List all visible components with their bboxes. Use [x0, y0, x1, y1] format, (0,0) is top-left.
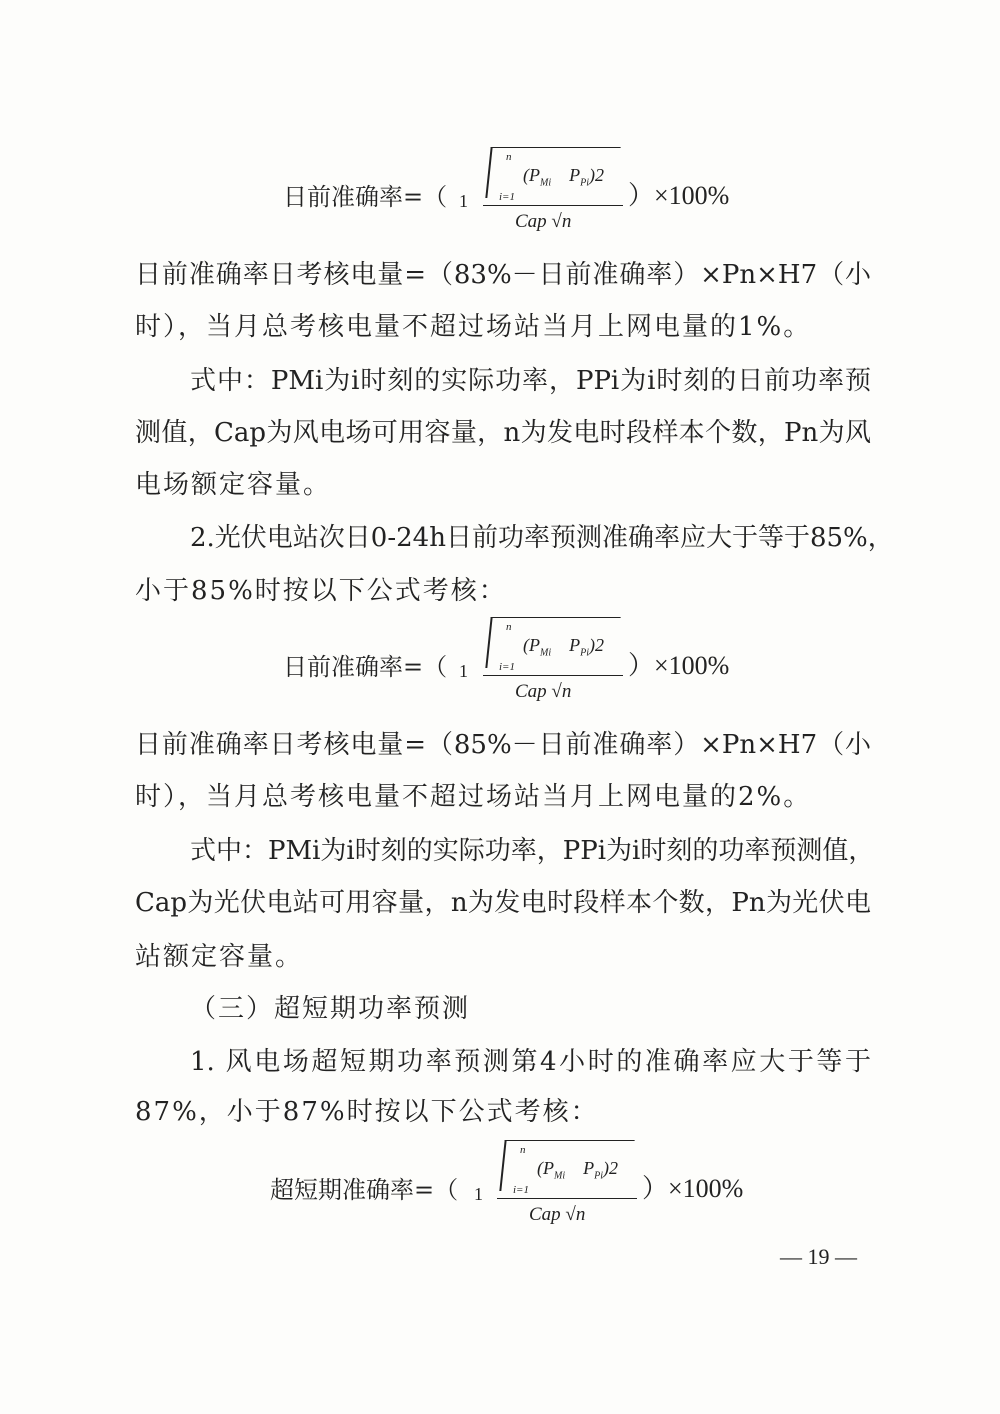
sum-lower: i=1 [513, 1184, 529, 1196]
formula-tail: ）×100% [628, 651, 730, 680]
paragraph-line: 小于85%时按以下公式考核： [135, 576, 507, 606]
sum-upper: n [520, 1144, 526, 1156]
n4: Pi [580, 177, 589, 189]
formula-label: 日前准确率=（ [283, 183, 448, 211]
n5: )2 [589, 635, 604, 655]
formula-label: 超短期准确率=（ [270, 1176, 459, 1204]
fraction-bar [497, 1198, 637, 1199]
n4: Pi [580, 647, 589, 659]
fraction-bar [483, 205, 623, 206]
n1: (P [523, 165, 540, 185]
paragraph-line: 站额定容量。 [135, 942, 304, 972]
paragraph-line: 2.光伏电站次日0-24h日前功率预测准确率应大于等于85%， [190, 523, 894, 553]
formula-day-ahead-wind [283, 151, 743, 255]
n3: P [583, 1158, 595, 1178]
paragraph-line: 电场额定容量。 [135, 470, 332, 500]
denominator: Cap √n [515, 681, 572, 702]
paragraph-line: Cap为光伏电站可用容量，n为发电时段样本个数，Pn为光伏电 [135, 888, 871, 918]
n5: )2 [589, 165, 604, 185]
n5: )2 [603, 1158, 618, 1178]
n1: (P [537, 1158, 554, 1178]
sum-lower: i=1 [499, 661, 515, 673]
n1: (P [523, 635, 540, 655]
paragraph-line: 1. 风电场超短期功率预测第4小时的准确率应大于等于 [190, 1047, 871, 1077]
denominator: Cap √n [515, 211, 572, 232]
fraction-bar [483, 675, 623, 676]
formula-one: 1 [459, 191, 468, 211]
formula-tail: ）×100% [628, 181, 730, 210]
n2: Mi [540, 647, 552, 659]
section-heading: （三）超短期功率预测 [190, 994, 471, 1024]
page-number: — 19 — [780, 1244, 857, 1269]
n2: Mi [540, 177, 552, 189]
formula-label: 日前准确率=（ [283, 653, 448, 681]
numerator [537, 1158, 618, 1182]
sum-lower: i=1 [499, 191, 515, 203]
sum-upper: n [506, 151, 512, 163]
n2: Mi [554, 1170, 566, 1182]
paragraph-line: 式中：PMi为i时刻的实际功率，PPi为i时刻的功率预测值， [190, 836, 875, 866]
paragraph-line: 式中：PMi为i时刻的实际功率，PPi为i时刻的日前功率预 [190, 366, 871, 396]
denominator: Cap √n [529, 1204, 586, 1225]
paragraph-line: 日前准确率日考核电量=（85%－日前准确率）×Pn×H7（小 [135, 730, 871, 760]
paragraph-line: 日前准确率日考核电量=（83%－日前准确率）×Pn×H7（小 [135, 260, 871, 290]
formula-one: 1 [474, 1184, 483, 1204]
formula-one: 1 [459, 661, 468, 681]
n3: P [569, 165, 581, 185]
n4: Pi [594, 1170, 603, 1182]
paragraph-line: 时），当月总考核电量不超过场站当月上网电量的2%。 [135, 782, 812, 812]
formula-ultra-short-term [270, 1144, 750, 1248]
sum-upper: n [506, 621, 512, 633]
paragraph-line: 测值，Cap为风电场可用容量，n为发电时段样本个数，Pn为风 [135, 418, 871, 448]
paragraph-line: 时），当月总考核电量不超过场站当月上网电量的1%。 [135, 312, 812, 342]
formula-tail: ）×100% [642, 1174, 744, 1203]
formula-day-ahead-pv [283, 621, 743, 725]
numerator [523, 165, 604, 189]
numerator [523, 635, 604, 659]
paragraph-line: 87%，小于87%时按以下公式考核： [135, 1097, 599, 1127]
n3: P [569, 635, 581, 655]
